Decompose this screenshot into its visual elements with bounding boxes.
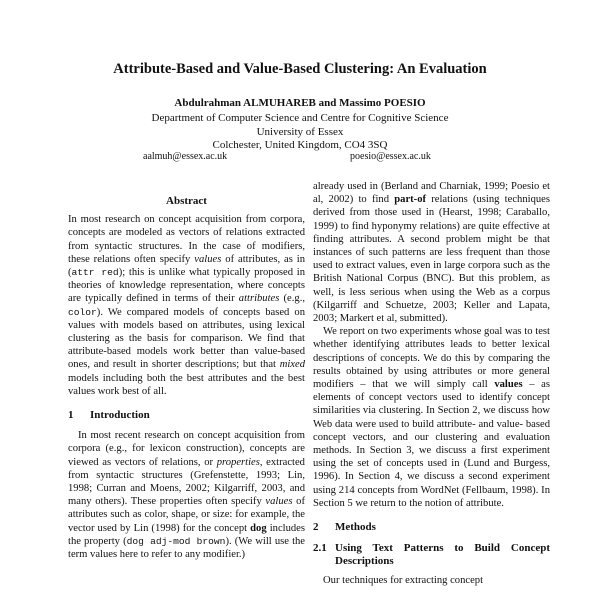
affiliation-line-3: Colchester, United Kingdom, CO4 3SQ — [212, 139, 388, 151]
introduction-paragraph: In most recent research on concept acquisition from corpora (e.g., for lexicon construction), concepts are viewed as vectors of relations, or properties, extracted from syntactic structures (Grefenstette, 1993; Lin, 1998; Curran and Moens, 2002; Kilgarriff, 2003, and many others). These properties often specify values of attributes such as color, shape, or size: for example, the vector used by Lin (1998) for the concept dog includes the property (dog adj-mod brown). (We will use the term values here to refer to any modifier.) — [68, 430, 306, 561]
subsection-heading-text-patterns: 2.1 Using Text Patterns to Build Concept Descriptions — [313, 542, 550, 568]
author-email-1[interactable]: aalmuh@essex.ac.uk — [143, 151, 228, 162]
body-paragraph: Our techniques for extracting concept — [323, 574, 484, 586]
body-paragraph: already used in (Berland and Charniak, 1999; Poesio et al, 2002) to find part-of relations (using techniques derived from those used in (Hearst, 1998; Caraballo, 1999) to find hyponymy relations) are quite effective at finding attributes. A second problem might be that instances of such patterns are less frequent than those used to extract values, even in large corpora such as the British National Corpus (BNC). But this problem, as well, is less serious when using the Web as a corpus (Kilgarriff and Schuetze, 2003; Keller and Lapata, 2003; Markert et al, submitted). — [313, 181, 550, 325]
author-email-2[interactable]: poesio@essex.ac.uk — [350, 151, 431, 162]
paper-authors: Abdulrahman ALMUHAREB and Massimo POESIO — [174, 97, 426, 109]
right-column — [313, 180, 550, 587]
body-paragraph: We report on two experiments whose goal was to test whether identifying attributes leads to better lexical descriptions of concepts. We do this by comparing the results obtained by using attributes or more general modifiers – that we will simply call values – as elements of concept vectors used to identify concept similarities via clustering. In Section 2, we discuss how Web data were used to build attribute- and value- based concept vectors, and our clustering and evaluation methods. In Section 3, we discuss a first experiment using the set of concepts used in (Lund and Burgess, 1996). In Section 4, we discuss a second experiment using 214 concepts from WordNet (Fellbaum, 1998). In Section 5 we return to the notion of attribute. — [313, 326, 551, 509]
paper-title: Attribute-Based and Value-Based Clustering: An Evaluation — [113, 61, 487, 77]
left-column — [68, 195, 305, 561]
abstract-paragraph: In most research on concept acquisition from corpora, concepts are modeled as vectors of relations extracted from syntactic structures. In the case of modifiers, these relations often specify values of attributes, as in (attr red); this is unlike what typically proposed in theories of knowledge representation, where concepts are typically defined in terms of their attributes (e.g., color). We compared models of concepts based on values with models based on attributes, using lexical clustering as the basis for comparison. We find that attribute-based models work better than value-based ones, and result in shorter descriptions; but that mixed models including both the best attributes and the best values work best of all. — [68, 214, 306, 397]
section-heading-methods: 2 Methods — [313, 521, 376, 534]
section-heading-introduction: 1 Introduction — [68, 409, 150, 422]
abstract-heading: Abstract — [166, 195, 207, 207]
affiliation-line-1: Department of Computer Science and Centre for Cognitive Science — [151, 112, 449, 124]
affiliation-line-2: University of Essex — [256, 126, 344, 138]
